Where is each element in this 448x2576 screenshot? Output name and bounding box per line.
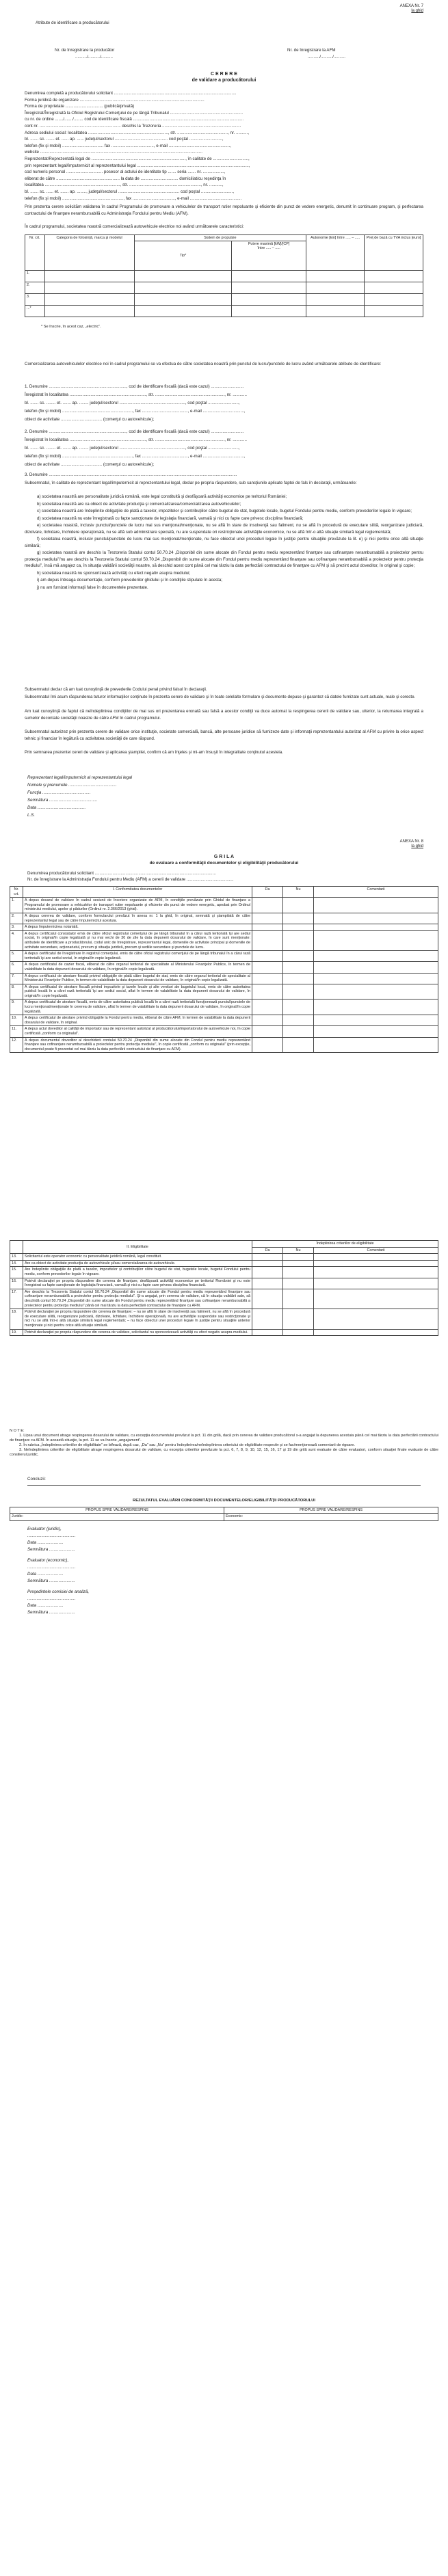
annex7-sublabel: la ghid xyxy=(411,9,423,13)
identification-line: Înregistrat/Înregistrată la Oficiul Registrului Comerţului de pe lângă Tribunalul .............................................................. xyxy=(25,110,243,116)
vehicle-cell xyxy=(44,294,134,306)
row-check-cell[interactable] xyxy=(283,1289,314,1309)
point-1 xyxy=(25,383,423,424)
note-item: 1. Lipsa unui document atrage respingerea dosarului de validare, cu excepţia documentului prevăzut la pct. 11 din grilă, dacă prin cererea de validare producătorul s-a angajat la depunerea acestuia până cel mai târziu la data perfectării contractului de finanţare cu AFM. În această situaţie, la pct. 11 se va înscrie „angajament”. xyxy=(10,1434,438,1443)
row-nr: 7. xyxy=(10,973,23,984)
row-check-cell[interactable] xyxy=(252,1260,283,1267)
declaration-item: a) societatea noastră are personalitate juridică română, este legal constituită şi desfăşoară activităţi economice pe teritoriul României; xyxy=(37,494,287,499)
signature-line: Funcţia ......................................... xyxy=(27,790,91,795)
row-check-cell[interactable] xyxy=(283,930,314,950)
declaration-item: g) societatea noastră are deschis la Trezoreria Statului contul 50.70.24 „Disponibil din sume alocate din Fondul pentru mediu reprezentând finanţare sau cofinanţare nerambursabilă a proiectelor pentru protecţia mediului”/nu are deschis la Trezoreria Statului contul 50.70.24 „Disponibil din sume alocate din Fondul pentru mediu reprezentând finanţare sau cofinanţare nerambursabilă a proiectelor pentru protecţia mediului”, însă mă angajez ca, în situaţia validării societăţii noastre, să deschid acest cont până cel mai târziu la data perfectării contractului de finanţare cu AFM şi să prezint actul doveditor, în original şi copie; xyxy=(25,550,423,568)
vehicle-cell xyxy=(134,306,232,317)
evaluators-signatures xyxy=(27,1526,89,1616)
conformity-row xyxy=(10,999,438,1015)
para-request: Prin prezenta cerere solicităm validarea în cadrul Programului de promovare a vehiculelor de transport rutier nepoluante şi eficiente din punct de vedere energetic, denumit în continuare program, şi perfectarea contractului de finanţare nerambursabilă cu Administraţia Fondului pentru Mediu (AFM). xyxy=(25,204,423,216)
page-subtitle: de validare a producătorului xyxy=(192,78,256,83)
eligibility-row xyxy=(10,1267,438,1278)
row-check-cell[interactable] xyxy=(283,1254,314,1261)
row-check-cell[interactable] xyxy=(314,1015,438,1026)
conformity-row xyxy=(10,924,438,931)
annex7-header xyxy=(400,4,423,14)
vehicle-cell xyxy=(134,294,232,306)
row-check-cell[interactable] xyxy=(252,984,283,999)
declaration-item: j) nu am furnizat informaţii false în documentele prezentate. xyxy=(37,585,148,590)
vehicle-row-nr: 3. xyxy=(25,294,45,306)
row-nr: 15. xyxy=(10,1267,23,1278)
row-check-cell[interactable] xyxy=(314,930,438,950)
annex8-label: ANEXA Nr. 8 xyxy=(399,840,423,844)
para-rejection: Am luat cunoştinţă de faptul că neîndeplinirea condiţiilor de mai sus ori prezentarea eronată sau falsă a acestor condiţii va duce automat la respingerea cererii de validare sau, ulterior, la returnarea integrală a sumelor decontate societăţii noastre de către AFM în cadrul programului. xyxy=(25,709,423,721)
vehicle-cell xyxy=(232,282,306,294)
row-nr: 8. xyxy=(10,984,23,999)
identification-line: Forma de proprietate ................................ (publică/privată) xyxy=(25,104,135,109)
row-text: A depus cererea de validare, conform formularului prevăzut în anexa nr. 1 la ghid, în original, semnată şi ştampilată de către reprezentantul legal sau de către împuternicitul acestuia. xyxy=(23,913,252,924)
row-check-cell[interactable] xyxy=(283,999,314,1015)
th-eligibility-criteria: Îndeplinirea criteriilor de eligibilitate xyxy=(252,1241,438,1248)
row-text: A depus actul doveditor al calităţii de importator sau de reprezentant autorizat al producătorului/importatorului de autovehicule noi, în copie certificată „conform cu originalul”. xyxy=(23,1026,252,1037)
vehicle-row-nr: 1. xyxy=(25,271,45,282)
row-text: A depus certificatul de atestare fiscală privind impozitele şi taxele locale şi alte venituri ale bugetului local, emis de către autoritatea publică locală în a cărei rază teritorială îşi are sediul social, aflat în termen de valabilitate la data depunerii dosarului de validare, în original/în copie legalizată. xyxy=(23,984,252,999)
th-power xyxy=(232,241,306,271)
row-check-cell[interactable] xyxy=(283,1278,314,1289)
th-nu-2: Nu xyxy=(283,1247,314,1254)
row-text: Potrivit declaraţiei pe propria răspundere din cererea de finanţare: – nu se află în stare de insolvenţă sau faliment, nu se află în procedură de executare silită, reorganizare judiciară, dizolvare, lichidare, închidere operaţională, nu are activităţile suspendate sau restricţionate şi nici nu se află într-o altă situaţie similară legal reglementată; – nu face obiectul unei proceduri legale în justiţie pentru situaţiile anterior menţionate şi nici pentru orice altă situaţie similară. xyxy=(23,1309,252,1329)
th-eligibility: II. Eligibilitate xyxy=(23,1241,252,1254)
row-nr: 13. xyxy=(10,1254,23,1261)
row-check-cell[interactable] xyxy=(252,951,283,962)
row-check-cell[interactable] xyxy=(283,913,314,924)
row-check-cell[interactable] xyxy=(314,984,438,999)
row-check-cell[interactable] xyxy=(314,924,438,931)
row-text: A depus împuternicirea notarială. xyxy=(23,924,252,931)
th-power-label: Putere maximă [kW]/[CP] xyxy=(248,242,290,246)
eligibility-row xyxy=(10,1254,438,1261)
point-1-line: obiect de activitate ................................... (comerţul cu autovehicule); xyxy=(25,417,155,422)
row-check-cell[interactable] xyxy=(314,1037,438,1053)
signature-line: Numele şi prenumele ......................................... xyxy=(27,783,117,788)
row-nr: 12. xyxy=(10,1037,23,1053)
identification-fields xyxy=(25,90,423,202)
th-da: Da xyxy=(252,887,283,898)
result-economic: Economic: xyxy=(224,1514,438,1521)
vehicle-table xyxy=(25,234,423,317)
row-nr: 10. xyxy=(10,1015,23,1026)
row-nr: 6. xyxy=(10,962,23,973)
row-check-cell[interactable] xyxy=(283,1037,314,1053)
point-1-line: 1. Denumire .................................................................., cod de identificare fiscală (dacă este cazul) ............................ xyxy=(25,384,244,389)
annex7-label: ANEXA Nr. 7 xyxy=(399,4,423,8)
point-3: 3. Denumire ................................................................................................................................................................ xyxy=(25,472,237,477)
row-check-cell[interactable] xyxy=(314,1267,438,1278)
row-nr: 3. xyxy=(10,924,23,931)
th-conformity: I. Conformitatea documentelor xyxy=(23,887,252,898)
eligibility-row xyxy=(10,1289,438,1309)
eligibility-row xyxy=(10,1278,438,1289)
reg-afm-date: ........../........../.......... xyxy=(308,55,346,59)
row-text: A depus certificatul de cazier fiscal, eliberat de către organul teritorial de specialitate al Ministerului Finanţelor Publice, în termen de valabilitate la data depunerii dosarului de validare, în original/în copie legalizată. xyxy=(23,962,252,973)
evaluator-line: Evaluator (juridic), xyxy=(27,1527,62,1531)
declaration-item: h) societatea noastră nu sponsorizează activităţi cu efect negativ asupra mediului; xyxy=(37,570,191,576)
row-check-cell[interactable] xyxy=(283,973,314,984)
vehicle-cell xyxy=(306,282,365,294)
row-nr: 17. xyxy=(10,1289,23,1309)
th-nr-crt-2 xyxy=(10,1241,23,1254)
th-comments-2: Comentarii xyxy=(314,1247,438,1254)
row-nr: 16. xyxy=(10,1278,23,1289)
identification-line: Reprezentat/Reprezentată legal de ................................................................................, în calitate de .............................., xyxy=(25,156,250,161)
vehicle-cell xyxy=(44,271,134,282)
grid-notes xyxy=(10,1429,438,1458)
vehicle-cell xyxy=(232,306,306,317)
row-check-cell[interactable] xyxy=(314,1278,438,1289)
row-nr: 18. xyxy=(10,1309,23,1329)
th-nr: Nr. crt. xyxy=(25,235,45,271)
row-check-cell[interactable] xyxy=(252,962,283,973)
row-check-cell[interactable] xyxy=(314,1260,438,1267)
eligibility-row xyxy=(10,1309,438,1329)
identification-line: cu nr. de ordine ......./......./........ cod de identificare fiscală .............................................................................................. xyxy=(25,117,244,122)
row-check-cell[interactable] xyxy=(314,913,438,924)
row-check-cell[interactable] xyxy=(252,1026,283,1037)
row-nr: 5. xyxy=(10,951,23,962)
conformity-row xyxy=(10,1037,438,1053)
conformity-row xyxy=(10,984,438,999)
row-text: Are îndeplinite obligaţiile de plată a taxelor, impozitelor şi contribuţiilor către bugetul de stat, bugetele locale, bugetul Fondului pentru mediu, conform prevederilor legale în vigoare. xyxy=(23,1267,252,1278)
row-nr: 2. xyxy=(10,913,23,924)
para-authorize: Subsemnatul autorizez prin prezenta cerere de validare orice instituţie, societate comercială, bancă, alte persoane juridice să furnizeze date şi informaţii reprezentantului autorizat al AFM cu privire la orice aspect tehnic şi financiar în legătură cu activitatea societăţii de care răspund. xyxy=(25,729,423,741)
vehicle-cell xyxy=(232,271,306,282)
evaluator-line: Data ...................... xyxy=(27,1603,64,1608)
row-check-cell[interactable] xyxy=(283,984,314,999)
row-check-cell[interactable] xyxy=(283,1260,314,1267)
conformity-row xyxy=(10,913,438,924)
identification-line: Forma juridică de organizare .......................................................................................................... xyxy=(25,97,205,103)
row-check-cell[interactable] xyxy=(252,1309,283,1329)
row-check-cell[interactable] xyxy=(283,924,314,931)
vehicle-cell xyxy=(134,271,232,282)
row-text: Solicitantul este operator economic cu personalitate juridică română, legal constituit. xyxy=(23,1254,252,1261)
evaluator-line: Preşedintele comisiei de analiză, xyxy=(27,1589,90,1594)
row-check-cell[interactable] xyxy=(314,898,438,913)
row-nr: 19. xyxy=(10,1329,23,1336)
row-check-cell[interactable] xyxy=(252,1254,283,1261)
point-2-line: Înregistrat în localitatea ................................................................., str. ..........................................................., nr. ............ xyxy=(25,438,247,442)
row-check-cell[interactable] xyxy=(252,973,283,984)
th-autonomy: Autonomie [km] între ..... – ..... xyxy=(306,235,365,271)
vehicle-cell xyxy=(365,282,423,294)
vehicle-cell xyxy=(134,282,232,294)
declaration-item: e) societatea noastră, inclusiv punctul/punctele de lucru mai sus menţionat/menţionate, nu se află în stare de insolvenţă sau faliment, nu se află în procedură de executare silită, reorganizare judiciară, dizolvare, lichidare, închidere operaţională, nu se află sub administrare specială, nu are suspendate ori restricţionate activităţile economice, nu se află într-o altă situaţie similară legal reglementată; xyxy=(25,523,423,535)
row-text: Potrivit declaraţiei pe propria răspundere din cererea de validare, solicitantul nu sponsorizează activităţi cu efect negativ asupra mediului. xyxy=(23,1329,252,1336)
vehicle-cell xyxy=(232,294,306,306)
row-nr: 1. xyxy=(10,898,23,913)
row-check-cell[interactable] xyxy=(283,951,314,962)
row-check-cell[interactable] xyxy=(252,1329,283,1336)
declaration-item: f) societatea noastră, inclusiv punctul/punctele de lucru mai sus menţionat/menţionate, nu face obiectul unei proceduri legale în justiţie pentru situaţiile prevăzute la lit. e) şi nici pentru orice altă situaţie similară; xyxy=(25,537,423,548)
vehicle-row xyxy=(25,282,423,294)
th-nu: Nu xyxy=(283,887,314,898)
th-da-2: Da xyxy=(252,1247,283,1254)
note-item: 2. În rubrica „Îndeplinirea criteriilor de eligibilitate” se bifează, după caz, „Da” sau „Nu” pentru îndeplinirea/neîndeplinirea criteriului de eligibilitate respectiv şi se fac/menţionează comentarii de rigoare. xyxy=(19,1443,355,1447)
point-2-line: telefon (fix şi mobil) ............................................................, fax ......................................., e-mail ..................................., xyxy=(25,454,246,459)
signature-block xyxy=(27,774,132,819)
identification-line: localitatea ................................................................, str. ............................................................., nr. ..........., xyxy=(25,183,224,188)
grid-subtitle: de evaluare a conformităţii documentelor şi eligibilităţii producătorului xyxy=(149,861,299,866)
row-check-cell[interactable] xyxy=(252,913,283,924)
para-signing: Prin semnarea prezentei cereri de validare şi aplicarea ştampilei, confirm că am înţeles şi mi-am însuşit în integralitate conţinutul acesteia. xyxy=(25,750,283,755)
signature-line: Reprezentant legal/împuternicit al reprezentantului legal xyxy=(27,775,133,780)
evaluator-line: ......................................... xyxy=(27,1533,76,1538)
row-check-cell[interactable] xyxy=(283,1026,314,1037)
annex8-header xyxy=(400,840,423,849)
row-text: A depus certificatul de înregistrare în registrul comerţului, emis de către oficiul registrului comerţului de pe lângă tribunalul în a cărui rază teritorială îşi are sediul social, în original/în copie legalizată. xyxy=(23,951,252,962)
vehicle-row xyxy=(25,294,423,306)
evaluator-line: Data ...................... xyxy=(27,1540,64,1545)
row-text: A depus certificatul constatator emis de către oficiul registrului comerţului de pe lângă tribunalul în a cărui rază teritorială îşi are sediul social, în original/în copie legalizată şi nu mai vechi de 30 de zile la data depunerii dosarului de validare, în care sunt menţionate: atributele de identificare a producătorului, codul unic de înregistrare, reprezentantul legal, domeniile de activitate principal şi domeniile de activitate secundare, acţionariatul, precum şi situaţia juridică, precum şi sediile secundare şi punctele de lucru. xyxy=(23,930,252,950)
reg-producer-label: Nr. de înregistrare la producător xyxy=(55,48,115,53)
row-check-cell[interactable] xyxy=(252,924,283,931)
evaluator-line: Semnătura ...................... xyxy=(27,1547,75,1552)
vehicle-row xyxy=(25,271,423,282)
result-juridic-head: PROPUS SPRE VALIDARE/RESPINS xyxy=(10,1507,224,1514)
eligibility-row xyxy=(10,1260,438,1267)
point-2-line: 2. Denumire .................................................................., cod de identificare fiscală (dacă este cazul) ............................ xyxy=(25,429,244,434)
th-category: Categoria de folosinţă, marca şi modelul xyxy=(44,235,134,271)
table-footnote: * Se înscrie, în acest caz, „electric”. xyxy=(41,325,101,329)
grid-title: G R I L A xyxy=(213,855,235,859)
declaration-intro: Subsemnatul, în calitate de reprezentant legal/împuternicit al reprezentantului legal, declar pe propria răspundere, sub sancţiunile aplicate faptei de fals în declaraţii, următoarele: xyxy=(25,481,357,485)
vehicle-cell xyxy=(365,306,423,317)
row-check-cell[interactable] xyxy=(252,898,283,913)
row-check-cell[interactable] xyxy=(314,1309,438,1329)
result-economic-head: PROPUS SPRE VALIDARE/RESPINS xyxy=(224,1507,438,1514)
vehicle-cell xyxy=(365,271,423,282)
identification-line: Denumirea completă a producătorului solicitant ........................................................................................................ xyxy=(25,91,237,96)
row-check-cell[interactable] xyxy=(314,1289,438,1309)
row-check-cell[interactable] xyxy=(314,999,438,1015)
identification-line: cont nr. ..................................................................... deschis la Trezoreria ................................................................... xyxy=(25,123,241,129)
vehicle-cell xyxy=(44,282,134,294)
th-nr-crt: Nr. crt. xyxy=(10,887,23,898)
row-text: Are deschis la Trezoreria Statului contul 50.70.24 „Disponibil din sume alocate din Fondul pentru mediu reprezentând finanţare sau cofinanţare nerambursabilă a proiectelor pentru protecţia mediului”. Şi-a angajat, prin cererea de validare, că în situaţia validării sale, să deschidă contul 50.70.24 „Disponibil din sume alocate din Fondul pentru mediu reprezentând finanţare sau cofinanţare nerambursabilă a proiectelor pentru protecţia mediului” până cel mai târziu la data perfectării contractului de finanţare cu AFM. xyxy=(23,1289,252,1309)
identification-line: eliberat de către ...................................................... la data de ................................ domiciliat/cu reşedinţa în xyxy=(25,176,226,181)
row-text: A depus certificatul de atestare privind obligaţiile la Fondul pentru mediu, eliberat de către AFM, în termen de valabilitate la data depunerii dosarului de validare, în original. xyxy=(23,1015,252,1026)
point-1-line: telefon (fix şi mobil) ............................................................, fax ......................................., e-mail ..................................., xyxy=(25,409,246,414)
identification-line: telefon (fix şi mobil) ...................................................., fax ...................................., e-mail ............................................ xyxy=(25,196,242,201)
declaration-item: d) societatea noastră nu este înregistrată cu fapte sancţionate de legislaţia financiară, vamală şi nici cu fapte care privesc disciplina financiară; xyxy=(37,515,304,521)
signature-line: Data ......................................... xyxy=(27,805,86,810)
evaluator-line: Semnătura ...................... xyxy=(27,1610,75,1615)
para-characteristics: În cadrul programului, societatea noastră comercializează autovehicule electrice noi având următoarele caracteristici: xyxy=(25,224,244,229)
conformity-row xyxy=(10,930,438,950)
page-title: C E R E R E xyxy=(211,72,237,77)
grid-producer-name: Denumirea producătorului solicitant ....................................................................................................... xyxy=(27,871,216,876)
grid-registration: Nr. de înregistrare la Administraţia Fondului pentru Mediu (AFM) a cererii de validare ........................................ xyxy=(27,877,234,882)
declaration-item: i) am depus întreaga documentaţie, conform prevederilor ghidului şi în condiţiile stipulate în acesta; xyxy=(37,578,223,582)
vehicle-cell xyxy=(44,306,134,317)
row-check-cell[interactable] xyxy=(252,1015,283,1026)
vehicle-row-nr: 2. xyxy=(25,282,45,294)
identification-line: website .......................................................................................................................................... xyxy=(25,150,202,155)
row-check-cell[interactable] xyxy=(283,898,314,913)
row-check-cell[interactable] xyxy=(314,1254,438,1261)
eligibility-row xyxy=(10,1329,438,1336)
point-1-line: bl. ....... sc. ........ et. ....... ap. ........ judeţul/sectorul ........................................................, cod poştal .........................., xyxy=(25,401,240,405)
row-check-cell[interactable] xyxy=(314,973,438,984)
signature-line: L.S. xyxy=(27,813,36,818)
row-check-cell[interactable] xyxy=(314,951,438,962)
identification-line: cod numeric personal ............................... posesor al actului de identitate tip ....... seria ....... nr. .................., xyxy=(25,170,226,175)
vehicle-cell xyxy=(306,294,365,306)
conclusions-line xyxy=(27,1485,421,1486)
vehicle-row-nr: ...* xyxy=(25,306,45,317)
conformity-row xyxy=(10,951,438,962)
vehicle-cell xyxy=(365,294,423,306)
row-check-cell[interactable] xyxy=(252,999,283,1015)
row-check-cell[interactable] xyxy=(283,962,314,973)
identification-line: bl. ....... sc. ....... et. ...... ap. ...... judeţul/sectorul ............................................. cod poştal ............................, xyxy=(25,137,224,142)
declarations xyxy=(25,494,423,591)
row-check-cell[interactable] xyxy=(283,1329,314,1336)
point-2-line: obiect de activitate ................................... (comerţul cu autovehicule); xyxy=(25,462,155,467)
vehicle-cell xyxy=(306,271,365,282)
identification-line: Adresa sediului social: localitatea ...................................................................., str. ..........................................., nr. .........., xyxy=(25,130,250,135)
row-nr: 9. xyxy=(10,999,23,1015)
row-text: Potrivit declaraţiei pe propria răspundere din cererea de finanţare, desfăşoară activităţi economice pe teritoriul României şi nu este înregistrat cu fapte sancţionate de legislaţia financiară, vamală şi nici cu fapte care privesc disciplina financiară. xyxy=(23,1278,252,1289)
annex8-sublabel: la ghid xyxy=(411,844,423,848)
note-item: N O T E: xyxy=(10,1429,25,1433)
row-check-cell[interactable] xyxy=(283,1309,314,1329)
conclusions-label: Concluzii: xyxy=(27,1477,46,1481)
conformity-row xyxy=(10,962,438,973)
vehicle-cell xyxy=(306,306,365,317)
evaluator-line: Semnătura ...................... xyxy=(27,1579,75,1583)
row-check-cell[interactable] xyxy=(314,1026,438,1037)
row-text: Are ca obiect de activitate producţia de autovehicule şi/sau comercializarea de autovehicule. xyxy=(23,1260,252,1267)
row-text: A depus dosarul de validare în cadrul sesiunii de înscriere organizate de AFM, în condiţiile prevăzute prin Ghidul de finanţare a Programului de promovare a vehiculelor de transport rutier nepoluante şi eficiente din punct de vedere energetic, aprobat prin Ordinul ministrului mediului, apelor şi pădurilor (Ordinul nr. 2.366/2013 (ghid). xyxy=(23,898,252,913)
row-text: A depus certificatul de atestare fiscală privind obligaţiile de plată către bugetul de stat, emis de către organul teritorial de specialitate al Ministerului Finanţelor Publice, în termen de valabilitate la data depunerii dosarului de validare, în original/în copie legalizată. xyxy=(23,973,252,984)
th-price: Preţ de bază cu TVA inclus [euro] xyxy=(365,235,423,271)
result-juridic: Juridic: xyxy=(10,1514,224,1521)
conformity-row xyxy=(10,898,438,913)
row-check-cell[interactable] xyxy=(252,930,283,950)
evaluator-line: ......................................... xyxy=(27,1596,76,1601)
row-text: A depus documentul doveditor al deschiderii contului 50.70.24 „Disponibil din sume alocate din Fondul pentru mediu reprezentând finanţare sau cofinanţare nerambursabilă a proiectelor pentru protecţia mediului”, în copie certificată „conform cu originalul” (prin excepţie, documentul poate fi prezentat cel mai târziu la data perfectării contractului de finanţare cu AFM). xyxy=(23,1037,252,1053)
th-type: Tip* xyxy=(134,241,232,271)
result-table xyxy=(10,1507,438,1521)
row-check-cell[interactable] xyxy=(283,1267,314,1278)
evaluator-line: Data ...................... xyxy=(27,1572,64,1577)
vehicle-row xyxy=(25,306,423,317)
row-check-cell[interactable] xyxy=(314,962,438,973)
row-check-cell[interactable] xyxy=(252,1289,283,1309)
declaration-item: b) societatea noastră are ca obiect de activitate producţia şi comercializarea/comercializarea autovehiculelor; xyxy=(37,501,241,507)
row-check-cell[interactable] xyxy=(283,1015,314,1026)
reg-afm-label: Nr. de înregistrare la AFM xyxy=(287,48,336,53)
row-nr: 4. xyxy=(10,930,23,950)
row-check-cell[interactable] xyxy=(252,1278,283,1289)
reg-producer-date: ........../........../.......... xyxy=(75,55,114,59)
th-comments: Comentarii xyxy=(314,887,438,898)
identification-line: bl. ....... sc. ...... et. ....... ap. ........, judeţul/sectorul .................................................... cod poştal ..........................., xyxy=(25,189,235,194)
th-system: Sistem de propulsie xyxy=(134,235,306,241)
row-text: A depus certificatul de atestare fiscală, emis de către autoritatea publică locală în a cărei rază teritorială funcţionează punctul/punctele de lucru menţionat/menţionate în cererea de validare, aflat în termen de valabilitate la data depunerii dosarului de validare, în original/în copie legalizată. xyxy=(23,999,252,1015)
point-1-line: Înregistrat în localitatea ................................................................., str. ..........................................................., nr. ............ xyxy=(25,392,247,397)
result-title: REZULTATUL EVALUĂRII CONFORMITĂŢII DOCUMENTELOR/ELIGIBILITĂŢII PRODUCĂTORULUI xyxy=(133,1499,315,1503)
para-penal: Subsemnatul declar că am luat cunoştinţă de prevederile Codului penal privind falsul în declaraţii. xyxy=(25,687,207,692)
para-responsibility: Subsemnatul îmi asum răspunderea tuturor informaţiilor conţinute în prezenta cerere de validare şi în toate celelalte formulare şi documente depuse şi garantez că datele furnizate sunt actuale, reale şi corecte. xyxy=(25,695,416,699)
conformity-row xyxy=(10,973,438,984)
signature-line: Semnătura ......................................... xyxy=(27,798,98,803)
th-power-range: între ..... – ..... xyxy=(257,246,280,250)
identification-line: telefon (fix şi mobil) ................................... fax ...................................., e-mail ...................................................., xyxy=(25,143,231,148)
point-2-line: bl. ....... sc. ........ et. ....... ap. ........ judeţul/sectorul ........................................................, cod poştal .........................., xyxy=(25,446,240,451)
row-nr: 11. xyxy=(10,1026,23,1037)
conformity-row xyxy=(10,1015,438,1026)
conformity-row xyxy=(10,1026,438,1037)
row-check-cell[interactable] xyxy=(252,1267,283,1278)
conformity-table xyxy=(10,886,438,1053)
row-nr: 14. xyxy=(10,1260,23,1267)
row-check-cell[interactable] xyxy=(314,1329,438,1336)
evaluator-line: ......................................... xyxy=(27,1565,76,1570)
eligibility-table xyxy=(10,1240,438,1336)
declaration-item: c) societatea noastră are îndeplinite obligaţiile de plată a taxelor, impozitelor şi contribuţiilor către bugetul de stat, bugetele locale, bugetul Fondului pentru mediu, conform prevederilor legale în vigoare; xyxy=(37,509,412,513)
identification-line: prin reprezentant legal/împuternicit al reprezentantului legal ..............................................................................................., xyxy=(25,163,250,168)
note-item: 3. Neîndeplinirea criteriilor de eligibilitate atrage respingerea dosarului de validare, cu excepţia criteriilor prevăzute la pct. 6, 7, 8, 9, 10, 12, 15, 16, 17 şi 19 din grilă sunt evaluate de către evaluatori, conform situaţiei finale evaluate de către consilierul juridic. xyxy=(10,1448,438,1457)
attr-title: Atribute de identificare a producătorului xyxy=(36,21,109,25)
evaluator-line: Evaluator (economic), xyxy=(27,1558,69,1563)
para-points-intro: Comercializarea autovehiculelor electrice noi în cadrul programului se va efectua de către societatea noastră prin punctul de lucru/punctele de lucru având următoarele atribute de identificare: xyxy=(25,362,382,366)
row-check-cell[interactable] xyxy=(252,1037,283,1053)
point-2 xyxy=(25,428,423,469)
